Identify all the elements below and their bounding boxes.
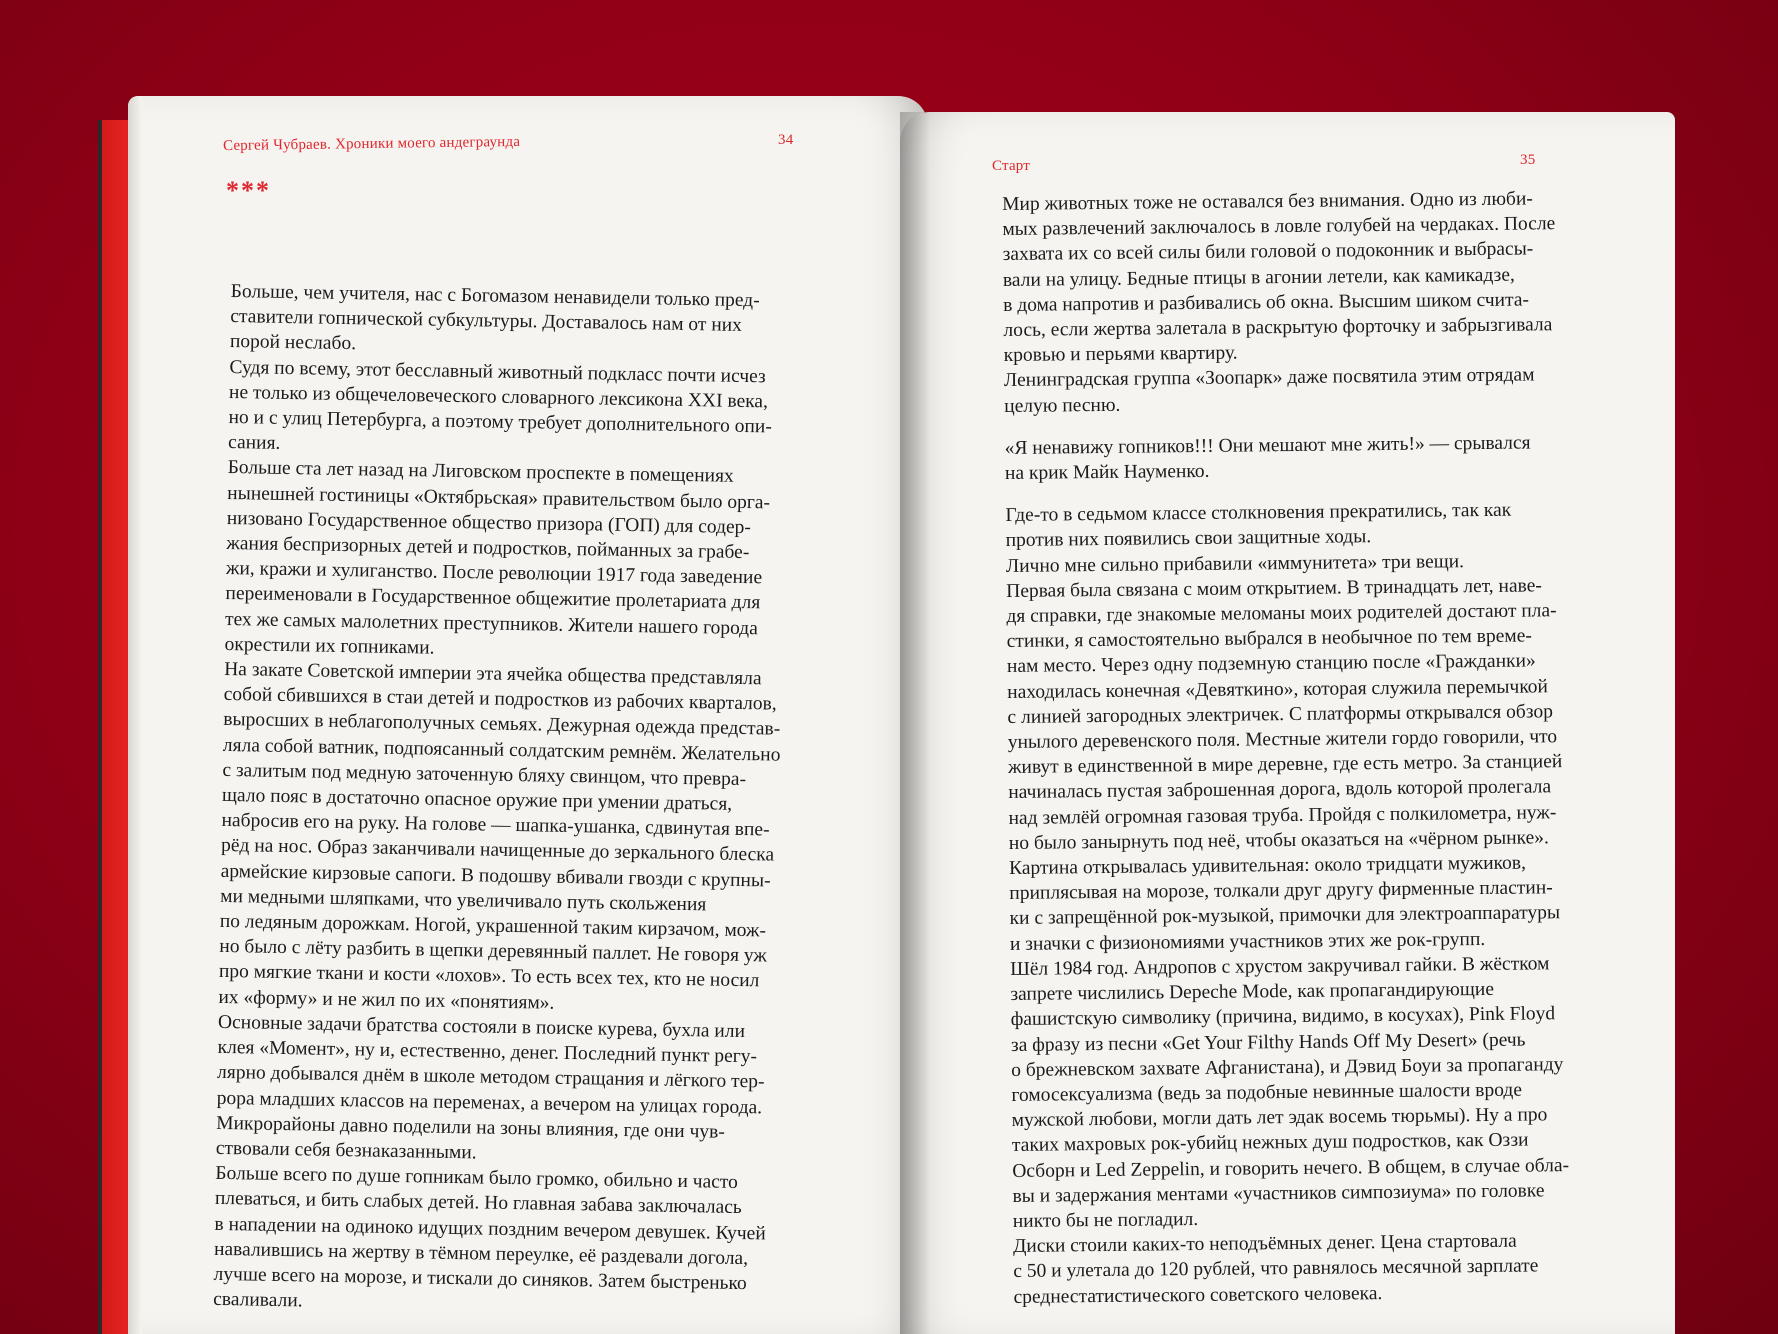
text-line: Картина открывалась удивительная: около тридцати мужиков, (1008, 852, 1527, 880)
text-line: Осборн и Led Zeppelin, и говорить нечего. В общем, в случае обла- (1012, 1154, 1570, 1182)
text-line: плеваться, и бить слабых детей. Но главная забава заключалась (214, 1188, 742, 1219)
text-line: лучше всего на морозе, и тискали до синяков. Затем быстренько (213, 1263, 747, 1295)
text-line: лярно добывался днём в школе методом стращания и лёгкого тер- (216, 1062, 765, 1093)
text-line: не только из общечеловеческого словарного лексикона XXI века, (228, 381, 769, 413)
text-line: против них появились свои защитные ходы. (1005, 526, 1372, 552)
text-line: На закате Советской империи эта ячейка общества представляла (224, 658, 762, 690)
text-line: фашистскую символику (причина, видимо, в косухах), Pink Floyd (1010, 1003, 1556, 1031)
text-line: «Я ненавижу гопников!!! Они мешают мне жить!» — срывался (1004, 432, 1531, 459)
page-number-right: 35 (1520, 152, 1536, 168)
text-line: мых развлечений заключалось в ловле голубей на чердаках. После (1002, 213, 1556, 241)
text-line: армейские кирзовые сапоги. В подошву вбивали гвозди с крупны- (220, 860, 771, 892)
text-line: про мягкие ткани и кости «лохов». То есть всех тех, кто не носил (218, 961, 760, 992)
running-title-left: Сергей Чубраев. Хроники моего андеграунда (222, 133, 521, 155)
text-line: ляла собой ватник, подпоясанный солдатским ремнём. Желательно (222, 734, 781, 766)
text-line: окрестили их гопниками. (224, 633, 435, 659)
text-line: целую песню. (1004, 394, 1121, 417)
text-line: мужской любови, могли дать лет эдак восемь тюрьмы). Ну а про (1011, 1104, 1548, 1132)
text-line: Шёл 1984 год. Андропов с хрустом закручивал гайки. В жёстком (1010, 953, 1550, 980)
text-line: выросших в неблагополучных семьях. Дежурная одежда представ- (223, 709, 781, 741)
text-line: тех же самых малолетних преступников. Жители нашего города (224, 608, 759, 639)
text-line: начиналась пустая заброшенная дорога, вдоль которой пролегала (1008, 776, 1552, 804)
text-line: Больше всего по душе гопникам было громко, обильно и часто (215, 1162, 739, 1194)
text-line: рора младших классов на переменах, а вечером на улицах города. (216, 1087, 763, 1118)
left-page (128, 96, 928, 1334)
section-mark: *** (226, 176, 271, 205)
text-line: Диски стоили каких-то неподъёмных денег. Цена стартовала (1012, 1230, 1517, 1258)
text-line: среднестатистического советского человека. (1013, 1282, 1383, 1308)
text-line: запрете числились Depeche Mode, как пропагандирующие (1010, 978, 1495, 1006)
text-line: Лично мне сильно прибавили «иммунитета» три вещи. (1005, 550, 1465, 577)
text-line: щало пояс в достаточно опасное оружие при умении драться, (221, 784, 733, 815)
text-line: на крик Майк Науменко. (1004, 460, 1210, 485)
text-line: за фразу из песни «Get Your Filthy Hands Off My Desert» (речь (1010, 1029, 1526, 1056)
right-page (900, 112, 1675, 1334)
text-line: Больше, чем учителя, нас с Богомазом ненавидели только пред- (230, 280, 760, 312)
text-line: жи, кражи и хулиганство. После революции 1917 года заведение (225, 558, 763, 589)
text-line: Больше ста лет назад на Лиговском проспекте в помещениях (227, 457, 734, 488)
page-number-left: 34 (778, 132, 794, 148)
text-line: в нападении на одиноко идущих поздним вечером девушек. Кучей (214, 1213, 766, 1244)
text-line: унылого деревенского поля. Местные жители гордо говорили, что (1007, 726, 1558, 754)
text-line: низовано Государственное общество призора (ГОП) для содер- (226, 507, 752, 538)
text-line: дя справки, где знакомые меломаны моих родителей достают пла- (1006, 600, 1557, 628)
text-line: Первая была связана с моим открытием. В тринадцать лет, наве- (1006, 575, 1542, 602)
text-line: ствовали себя безнаказанными. (215, 1137, 477, 1164)
text-line: нам место. Через одну подземную станцию после «Гражданки» (1006, 650, 1536, 678)
text-line: над землёй огромная газовая труба. Пройдя с полкилометра, нуж- (1008, 801, 1557, 829)
text-line: находилась конечная «Девяткино», которая служила перемычкой (1007, 675, 1549, 703)
text-line: стинки, я самостоятельно выбрался в необычное по тем време- (1006, 625, 1532, 653)
text-line: собой сбившихся в стаи детей и подростков из рабочих кварталов, (223, 684, 777, 715)
book-gutter-shadow (900, 112, 930, 1334)
text-line: живут в единственной в мире деревне, где есть метро. За станцией (1007, 751, 1563, 779)
text-line: навалившись на жертву в тёмном переулке, её раздевали догола, (213, 1238, 749, 1269)
text-line: с 50 и улетала до 120 рублей, что равнялось месячной зарплате (1013, 1255, 1539, 1283)
text-line: порой неслабо. (229, 331, 357, 355)
text-line: кровью и перьями квартиру. (1003, 342, 1238, 367)
text-line: переименовали в Государственное общежитие пролетариата для (225, 583, 761, 614)
text-line: лось, если жертва залетала в раскрытую форточку и забрызгивала (1003, 314, 1553, 342)
text-line: Ленинградская группа «Зоопарк» даже посвятила этим отрядам (1003, 364, 1535, 392)
text-line: в дома напротив и разбивались об окна. Высшим шиком счита- (1003, 289, 1530, 316)
text-line: вали на улицу. Бедные птицы в агонии летели, как камикадзе, (1002, 264, 1515, 291)
text-line: Судя по всему, этот бесславный животный подкласс почти исчез (229, 356, 766, 387)
text-line: приплясывая на морозе, толкали друг другу фирменные пластин- (1009, 877, 1553, 905)
text-line: жания беспризорных детей и подростков, пойманных за грабе- (226, 532, 750, 564)
text-line: захвата их со всей силы били головой о подоконник и выбрасы- (1002, 238, 1534, 266)
text-line: но и с улиц Петербурга, а поэтому требует дополнительного опи- (228, 406, 772, 438)
text-line: нынешней гостиницы «Октябрьская» правительством было орга- (227, 482, 771, 514)
text-line: по ледяным дорожкам. Ногой, украшенной таким кирзачом, мож- (219, 910, 767, 942)
text-line: таких махровых рок-убийц нежных душ подростков, как Оззи (1011, 1129, 1529, 1157)
text-line: Основные задачи братства состояли в поиске курева, бухла или (217, 1011, 746, 1042)
text-line: но было с лёту разбить в щепки деревянный паллет. Не говоря уж (219, 936, 768, 967)
text-line: клея «Момент», ну и, естественно, денег. Последний пункт регу- (217, 1036, 758, 1068)
text-line: сваливали. (213, 1288, 303, 1312)
text-line: но было занырнуть под неё, чтобы оказаться на «чёрном рынке». (1008, 827, 1549, 854)
text-line: Микрорайоны давно поделили на зоны влияния, где они чув- (216, 1112, 726, 1143)
running-title-right: Старт (992, 158, 1031, 174)
text-line: и значки с физиономиями участников этих же рок-групп. (1009, 928, 1486, 955)
left-page-text (213, 279, 781, 1322)
text-line: вы и задержания ментами «участников симпозиума» по головке (1012, 1180, 1545, 1207)
text-line: их «форму» и не жил по их «понятиям». (218, 986, 555, 1014)
text-line: с линией загородных электричек. С платформы открывался обзор (1007, 701, 1554, 728)
text-line: сания. (227, 432, 281, 455)
text-line: гомосексуализма (ведь за подобные невинные шалости вроде (1011, 1079, 1523, 1106)
text-line: набросив его на руку. На голове — шапка-ушанка, сдвинутая впе- (221, 810, 770, 841)
text-line: рёд на нос. Образ заканчивали начищенные до зеркального блеска (220, 835, 775, 867)
text-line: ми медными шляпками, что увеличивало путь скольжения (220, 885, 707, 916)
text-line: Где-то в седьмом классе столкновения прекратились, так как (1005, 499, 1512, 527)
text-line: ки с запрещённой рок-музыкой, примочки для электроаппаратуры (1009, 902, 1561, 930)
text-line: с залитым под медную заточенную бляху свинцом, что превра- (222, 759, 747, 790)
text-line: о брежневском захвате Афганистана), и Дэвид Боуи за пропаганду (1011, 1053, 1564, 1081)
right-page-text (1002, 187, 1570, 1310)
text-line: никто бы не погладил. (1012, 1208, 1199, 1232)
text-line: Мир животных тоже не оставался без внимания. Одно из люби- (1002, 188, 1533, 215)
text-line: ставители гопнической субкультуры. Доставалось нам от них (230, 306, 743, 337)
